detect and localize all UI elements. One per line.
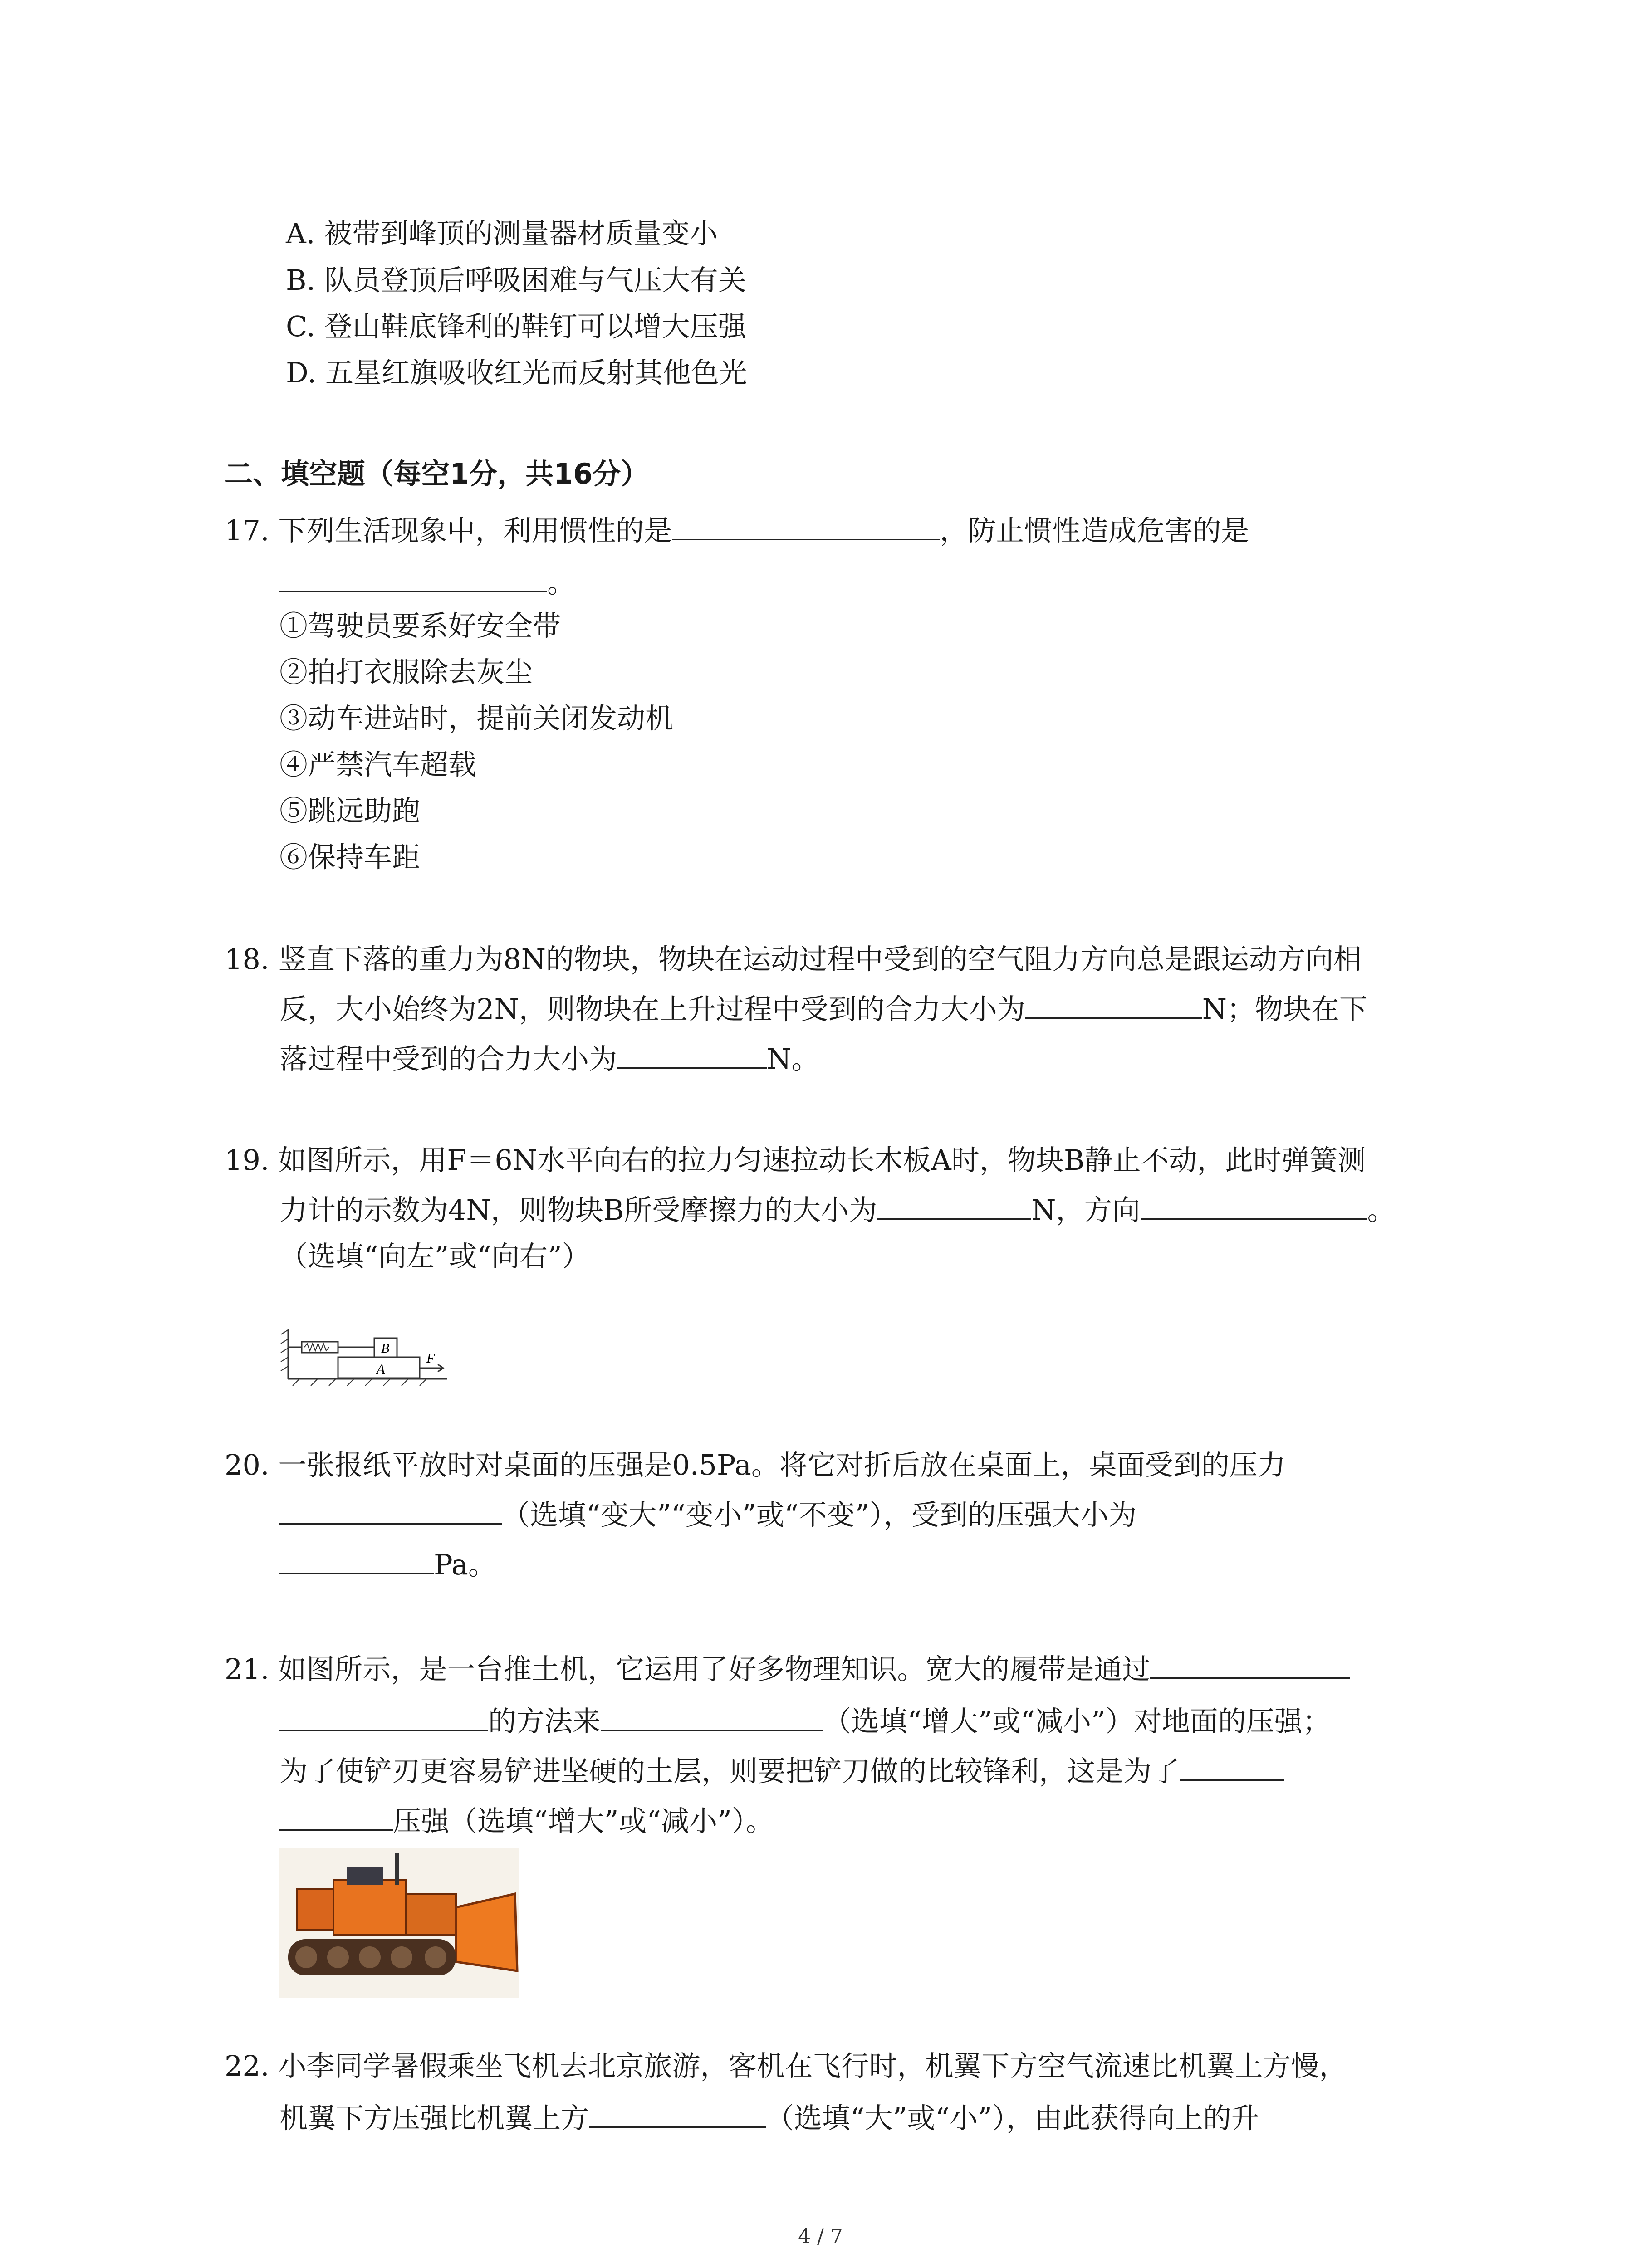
q18-line2 [279,991,1367,1027]
q18-line3 [279,1041,819,1077]
q19-text-1: 如图所示，用F＝6N水平向右的拉力匀速拉动长木板A时，物块B静止不动，此时弹簧测 [278,1144,1366,1177]
q18-text-1: 竖直下落的重力为8N的物块，物块在运动过程中受到的空气阻力方向总是跟运动方向相 [278,943,1362,976]
q19-line1 [225,1142,1366,1178]
q22-line1 [225,2048,1347,2084]
q21-text-4: 压强（选填“增大”或“减小”）。 [393,1804,774,1838]
q16-option-d: D. 五星红旗吸收红光而反射其他色光 [286,356,747,389]
q19-blank-1[interactable] [877,1193,1031,1220]
q21-blank-1[interactable] [1150,1652,1350,1679]
q18-text-3a: 落过程中受到的合力大小为 [279,1042,617,1075]
q21-blank-3[interactable] [601,1704,823,1731]
q19-line3: （选填“向左”或“向右”） [279,1240,590,1273]
q17-item-3: ③动车进站时，提前关闭发动机 [279,702,674,735]
q16-option-c: C. 登山鞋底锋利的鞋钉可以增大压强 [286,310,746,343]
section-heading: 二、填空题（每空1分，共16分） [225,457,649,490]
label-b: B [381,1341,390,1356]
q19-text-2b: N，方向 [1031,1193,1141,1227]
q21-blank-5[interactable] [279,1804,393,1831]
q22-text-2a: 机翼下方压强比机翼上方 [279,2102,589,2135]
ground-hatch [293,1379,426,1386]
q17-blank-2[interactable] [279,566,547,592]
q20-number: 20. [225,1448,269,1481]
q17-item-5: ⑤跳远助跑 [279,794,421,827]
q17-line1 [225,513,1249,549]
q18-text-2b: N；物块在下 [1202,992,1367,1026]
spring-coil [304,1344,329,1351]
q18-blank-2[interactable] [617,1042,767,1069]
q20-line2 [279,1497,1136,1533]
q20-text-3: Pa。 [434,1548,496,1581]
q21-text-2b: （选填“增大”或“减小”）对地面的压强； [823,1705,1331,1738]
q19-blank-2[interactable] [1141,1193,1367,1220]
q17-blank-1[interactable] [672,513,940,540]
q20-line3 [279,1547,496,1583]
q17-number: 17. [225,514,269,547]
q19-text-2c: 。 [1367,1193,1396,1227]
q19-figure [279,1325,451,1388]
q20-text-1: 一张报纸平放时对桌面的压强是0.5Pa。将它对折后放在桌面上，桌面受到的压力 [278,1448,1286,1481]
label-f: F [426,1351,435,1366]
q21-line3 [279,1753,1284,1789]
q18-text-3b: N。 [767,1042,820,1075]
q22-blank-1[interactable] [589,2101,766,2128]
q16-option-a: A. 被带到峰顶的测量器材质量变小 [286,217,718,250]
q22-text-1: 小李同学暑假乘坐飞机去北京旅游，客机在飞行时，机翼下方空气流速比机翼上方慢， [278,2049,1347,2082]
q18-line1 [225,941,1362,978]
q17-line2 [279,565,575,601]
q19-text-2a: 力计的示数为4N，则物块B所受摩擦力的大小为 [279,1193,877,1227]
q21-text-2a: 的方法来 [488,1705,601,1738]
q17-text-a: 下列生活现象中，利用惯性的是 [278,514,672,547]
q18-number: 18. [225,943,269,976]
q20-blank-1[interactable] [279,1498,502,1525]
label-a: A [377,1362,385,1377]
q21-text-3: 为了使铲刃更容易铲进坚硬的土层，则要把铲刀做的比较锋利，这是为了 [279,1755,1180,1788]
q19-line2 [279,1192,1396,1228]
q19-number: 19. [225,1144,269,1177]
q21-line4 [279,1803,774,1839]
q17-period: 。 [547,566,576,599]
wall-hatch [281,1330,288,1371]
q17-item-6: ⑥保持车距 [279,841,421,874]
q21-blank-4[interactable] [1180,1754,1284,1781]
q17-text-b: ，防止惯性造成危害的是 [940,514,1249,547]
q22-line2 [279,2100,1259,2136]
q21-line1 [225,1651,1350,1687]
q21-text-1: 如图所示，是一台推土机，它运用了好多物理知识。宽大的履带是通过 [278,1652,1151,1686]
q21-blank-2[interactable] [279,1704,488,1731]
q17-item-4: ④严禁汽车超载 [279,748,477,781]
page-number: 4 / 7 [798,2225,843,2248]
q18-blank-1[interactable] [1025,992,1202,1019]
q22-number: 22. [225,2049,269,2082]
q21-number: 21. [225,1652,269,1686]
q21-line2 [279,1703,1331,1740]
q20-line1 [225,1447,1286,1483]
q20-blank-2[interactable] [279,1548,434,1574]
q20-text-2: （选填“变大”“变小”或“不变”），受到的压强大小为 [502,1498,1137,1531]
q16-option-b: B. 队员登顶后呼吸困难与气压大有关 [286,264,746,297]
q22-text-2b: （选填“大”或“小”），由此获得向上的升 [766,2102,1259,2135]
bulldozer-image [279,1848,519,1998]
q17-item-2: ②拍打衣服除去灰尘 [279,655,533,689]
q17-item-1: ①驾驶员要系好安全带 [279,609,561,642]
q18-text-2a: 反，大小始终为2N，则物块在上升过程中受到的合力大小为 [279,992,1025,1026]
